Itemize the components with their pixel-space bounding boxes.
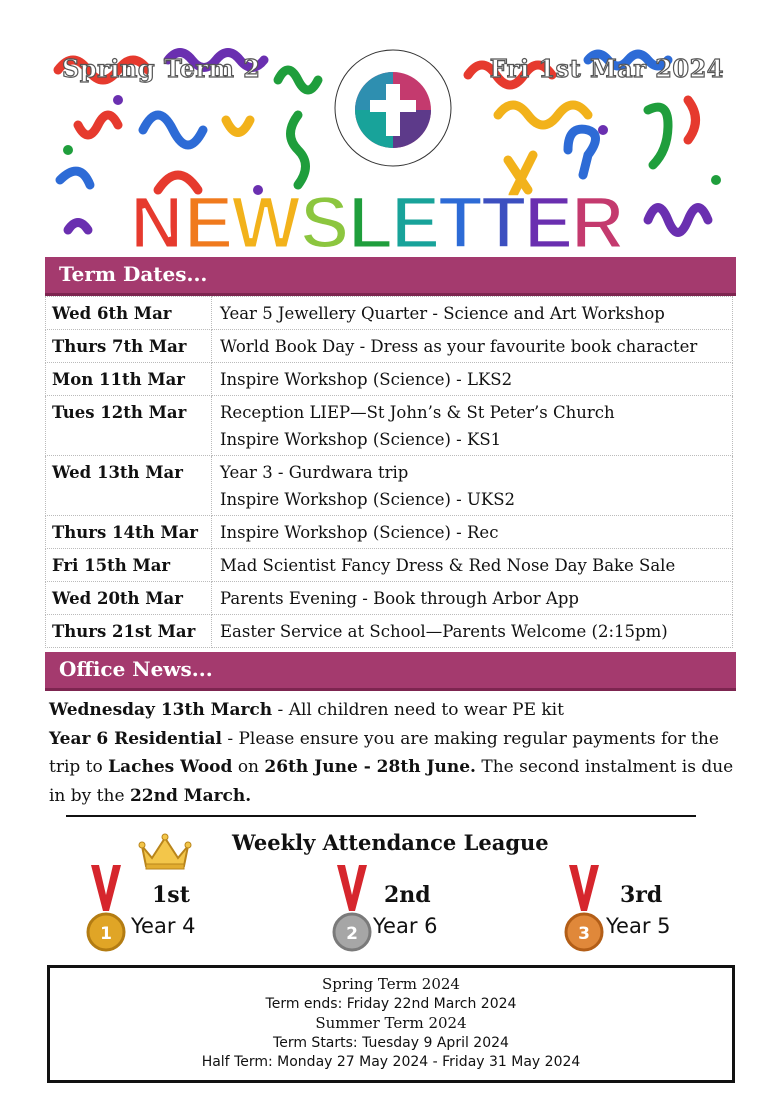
table-row xyxy=(46,582,733,615)
spring-term-end: Term ends: Friday 22nd March 2024 xyxy=(265,995,517,1012)
table-row xyxy=(46,516,733,549)
event-cell xyxy=(212,297,733,330)
event-text: Parents Evening - Book through Arbor App xyxy=(220,589,579,608)
table-row xyxy=(46,297,733,330)
event-date: Thurs 21st Mar xyxy=(46,615,212,648)
event-date: Wed 20th Mar xyxy=(46,582,212,615)
medal-icon xyxy=(563,865,605,953)
svg-text:L: L xyxy=(348,181,394,255)
event-cell xyxy=(212,582,733,615)
svg-text:E: E xyxy=(524,181,574,255)
event-date: Thurs 14th Mar xyxy=(46,516,212,549)
crown-icon xyxy=(138,832,192,872)
newsletter-banner xyxy=(130,181,624,255)
medal-icon xyxy=(85,865,127,953)
event-cell xyxy=(212,516,733,549)
event-text: Inspire Workshop (Science) - KS1 xyxy=(220,430,502,449)
medal-number: 2 xyxy=(346,924,358,944)
term-dates-table xyxy=(45,296,733,648)
table-row xyxy=(46,363,733,396)
table-row xyxy=(46,456,733,516)
event-text: Inspire Workshop (Science) - Rec xyxy=(220,523,499,542)
table-row xyxy=(46,615,733,648)
event-text: Inspire Workshop (Science) - UKS2 xyxy=(220,490,516,509)
office-news-heading-bar xyxy=(45,652,736,691)
place-label: 3rd xyxy=(620,882,663,908)
svg-text:S: S xyxy=(300,181,350,255)
summer-term-title: Summer Term 2024 xyxy=(315,1014,467,1032)
event-text: Year 3 - Gurdwara trip xyxy=(220,463,409,482)
summer-term-start: Term Starts: Tuesday 9 April 2024 xyxy=(273,1034,509,1051)
svg-text:E: E xyxy=(391,181,441,255)
event-cell xyxy=(212,615,733,648)
term-dates-heading: Term Dates... xyxy=(59,262,208,286)
event-text: Reception LIEP—St John’s & St Peter’s Church xyxy=(220,403,615,422)
event-cell xyxy=(212,396,733,456)
event-cell xyxy=(212,330,733,363)
event-date: Wed 6th Mar xyxy=(46,297,212,330)
year-label: Year 5 xyxy=(606,914,671,938)
spring-term-title: Spring Term 2024 xyxy=(322,975,460,993)
event-date: Wed 13th Mar xyxy=(46,456,212,516)
svg-text:W: W xyxy=(231,181,301,255)
event-date: Mon 11th Mar xyxy=(46,363,212,396)
residential-notice: Year 6 Residential - Please ensure you are making regular payments for the trip to Laches Wood on 26th June - 28th June. The second instalment is due in by the 22nd March. xyxy=(49,728,734,806)
table-row xyxy=(46,549,733,582)
svg-text:T: T xyxy=(481,181,527,255)
pe-kit-notice: Wednesday 13th March - All children need to wear PE kit xyxy=(49,700,564,720)
year-label: Year 6 xyxy=(373,914,438,938)
event-cell xyxy=(212,363,733,396)
svg-text:R: R xyxy=(571,181,625,255)
place-label: 2nd xyxy=(384,882,431,908)
issue-date: Fri 1st Mar 2024 xyxy=(489,54,724,83)
event-date: Thurs 7th Mar xyxy=(46,330,212,363)
svg-text:N: N xyxy=(130,181,184,255)
term-dates-heading-bar xyxy=(45,257,736,296)
event-date: Fri 15th Mar xyxy=(46,549,212,582)
divider xyxy=(66,815,696,817)
event-text: Inspire Workshop (Science) - LKS2 xyxy=(220,370,513,389)
event-text: Mad Scientist Fancy Dress & Red Nose Day Bake Sale xyxy=(220,556,676,575)
term-dates-box xyxy=(47,965,735,1083)
event-cell xyxy=(212,549,733,582)
event-date: Tues 12th Mar xyxy=(46,396,212,456)
year-label: Year 4 xyxy=(131,914,196,938)
table-row xyxy=(46,330,733,363)
event-cell xyxy=(212,456,733,516)
office-news-body xyxy=(49,696,739,810)
medal-number: 1 xyxy=(100,924,112,944)
newsletter-header xyxy=(48,40,734,255)
school-logo xyxy=(333,48,453,168)
svg-text:E: E xyxy=(184,181,234,255)
svg-text:T: T xyxy=(438,181,484,255)
attendance-title: Weekly Attendance League xyxy=(232,830,549,855)
medal-number: 3 xyxy=(578,924,590,944)
event-text: World Book Day - Dress as your favourite book character xyxy=(220,337,698,356)
event-text: Year 5 Jewellery Quarter - Science and Art Workshop xyxy=(220,304,665,323)
medal-icon xyxy=(331,865,373,953)
table-row xyxy=(46,396,733,456)
event-text: Easter Service at School—Parents Welcome (2:15pm) xyxy=(220,622,668,641)
half-term-dates: Half Term: Monday 27 May 2024 - Friday 31 May 2024 xyxy=(201,1054,581,1070)
place-label: 1st xyxy=(152,882,190,908)
office-news-heading: Office News... xyxy=(59,657,213,681)
term-label: Spring Term 2 xyxy=(62,54,261,83)
